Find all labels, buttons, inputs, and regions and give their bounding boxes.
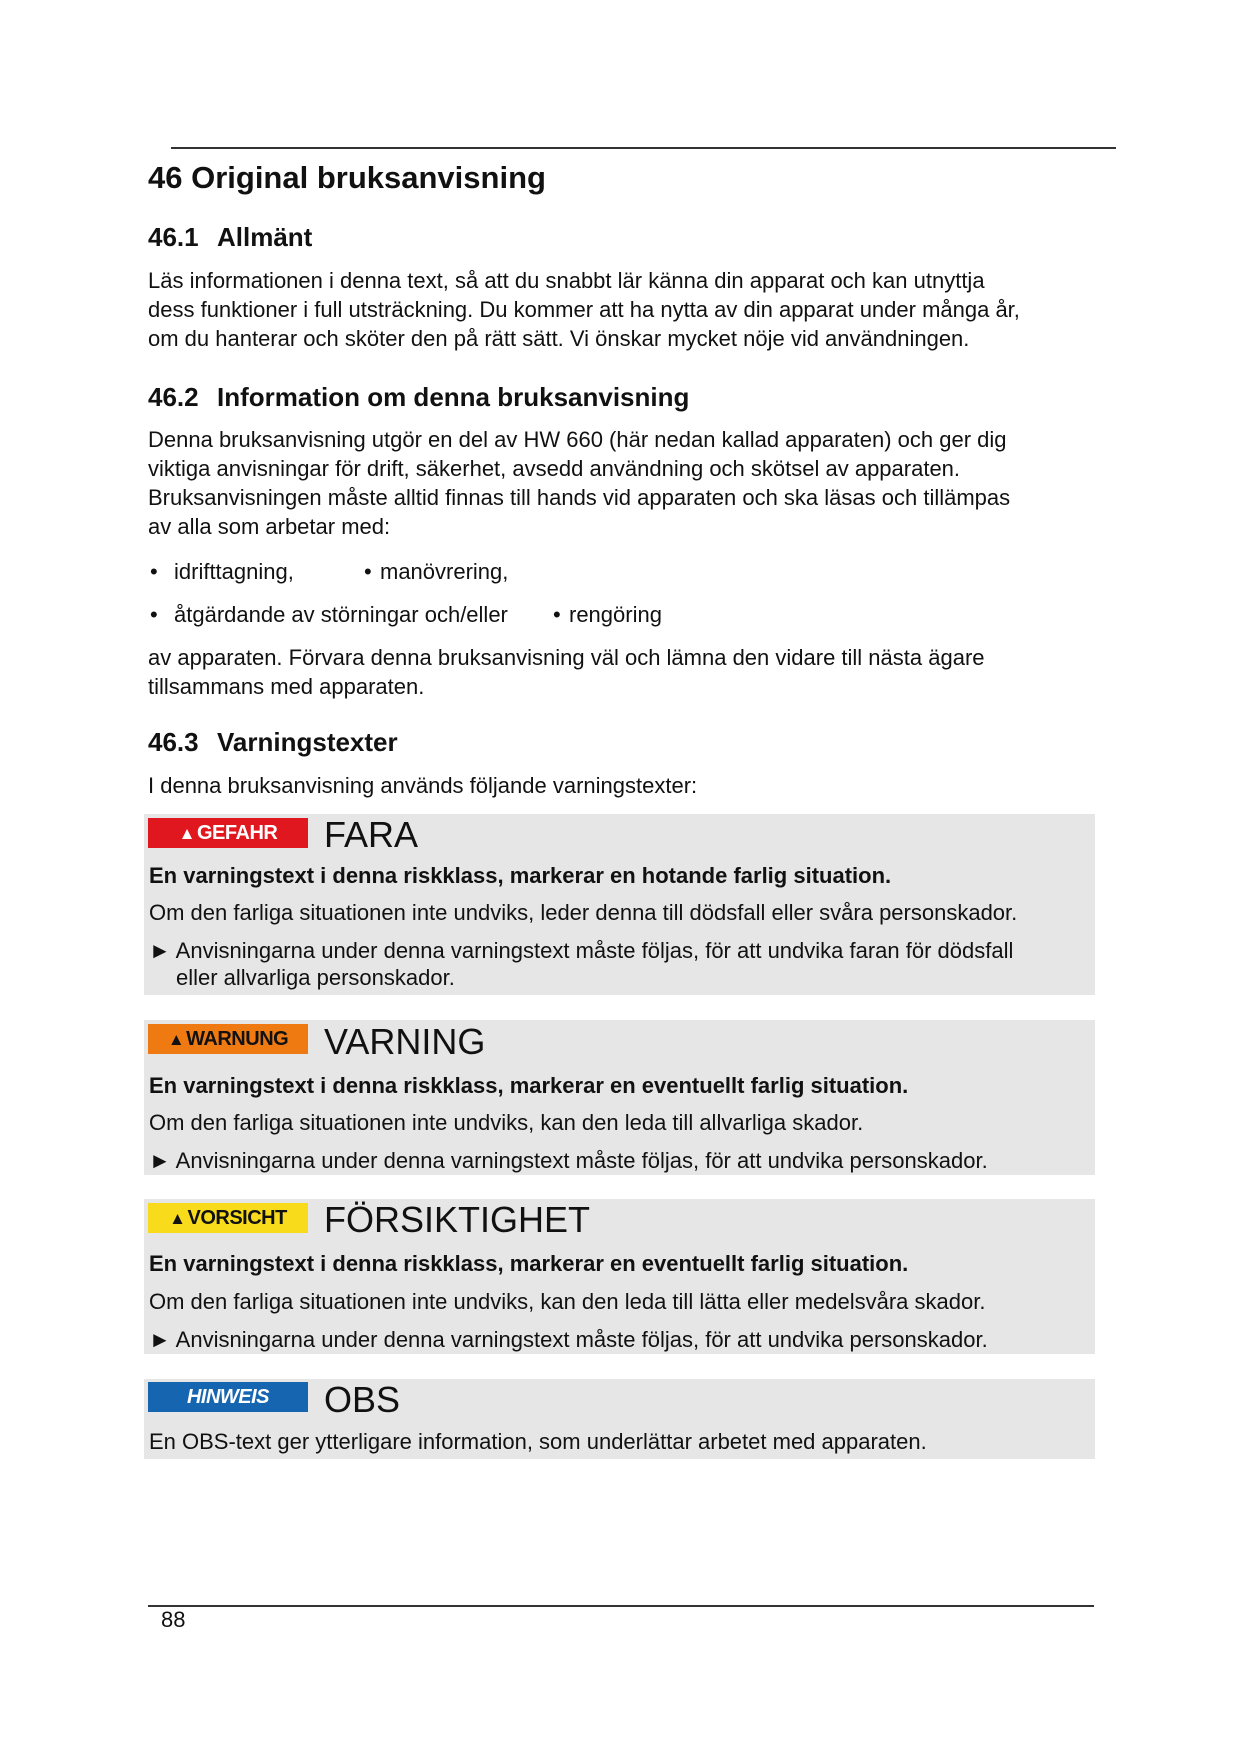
badge-label: GEFAHR (196, 822, 278, 844)
badge-hinweis: HINWEIS (148, 1382, 308, 1412)
text-line: dess funktioner i full utsträckning. Du kommer att ha nytta av din apparat under många år, (148, 297, 1020, 322)
list-item (553, 600, 662, 629)
paragraph-general (148, 266, 1108, 353)
list-item-text: åtgärdande av störningar och/eller (174, 602, 508, 627)
section-heading-allmant (148, 222, 312, 253)
warning-box-caution (144, 1199, 1095, 1354)
text-line: av apparaten. Förvara denna bruksanvisning väl och lämna den vidare till nästa ägare (148, 645, 985, 670)
footer-rule (148, 1605, 1094, 1607)
list-item (150, 600, 508, 629)
section-title: Allmänt (217, 222, 313, 252)
warning-text: Om den farliga situationen inte undviks, leder denna till dödsfall eller svåra personskador. (149, 900, 1018, 925)
note-title: OBS (324, 1379, 401, 1420)
warning-instruction: ► Anvisningarna under denna varningstext måste följas, för att undvika personskador. (149, 1327, 988, 1352)
warning-triangle-icon: ▲ (178, 824, 195, 843)
bullet-glyph: • (553, 602, 561, 627)
badge-label: WARNUNG (186, 1028, 289, 1050)
warning-title: FÖRSIKTIGHET (324, 1199, 591, 1240)
page-number: 88 (161, 1607, 186, 1632)
section-number: 46.2 (148, 382, 199, 412)
warning-text: Om den farliga situationen inte undviks, kan den leda till lätta eller medelsvåra skador. (149, 1289, 986, 1314)
chapter-title: 46 Original bruksanvisning (148, 160, 546, 195)
warning-box-warning (144, 1020, 1095, 1175)
section-title: Information om denna bruksanvisning (217, 382, 690, 412)
text-line: om du hanterar och sköter den på rätt sätt. Vi önskar mycket nöje vid användningen. (148, 326, 970, 351)
warning-instruction (149, 937, 1079, 991)
list-item (150, 557, 294, 586)
warning-text: Om den farliga situationen inte undviks, kan den leda till allvarliga skador. (149, 1110, 864, 1135)
paragraph-information (148, 425, 1108, 541)
list-item (364, 557, 508, 586)
instruction-line: ► Anvisningarna under denna varningstext måste följas, för att undvika faran för dödsfall (149, 938, 1014, 963)
section-number: 46.3 (148, 727, 199, 757)
text-line: av alla som arbetar med: (148, 514, 391, 539)
badge-vorsicht (148, 1203, 308, 1233)
warning-title: VARNING (324, 1021, 486, 1062)
warnings-intro: I denna bruksanvisning används följande varningstexter: (148, 773, 698, 798)
note-text: En OBS-text ger ytterligare information, som underlättar arbetet med apparaten. (149, 1429, 927, 1454)
badge-gefahr (148, 818, 308, 848)
warning-box-danger (144, 814, 1095, 995)
header-rule (171, 147, 1116, 149)
section-number: 46.1 (148, 222, 199, 252)
section-heading-information (148, 382, 689, 413)
text-line: Bruksanvisningen måste alltid finnas till hands vid apparaten och ska läsas och tillämpas (148, 485, 1011, 510)
text-line: tillsammans med apparaten. (148, 674, 425, 699)
instruction-line: eller allvarliga personskador. (176, 965, 455, 990)
warning-title: FARA (324, 814, 419, 855)
bullet-glyph: • (364, 559, 372, 584)
badge-label: VORSICHT (187, 1207, 287, 1229)
paragraph-closing (148, 643, 1108, 701)
bullet-glyph: • (150, 559, 158, 584)
warning-bold-text: En varningstext i denna riskklass, markerar en eventuellt farlig situation. (149, 1073, 909, 1098)
text-line: Läs informationen i denna text, så att du snabbt lär känna din apparat och kan utnyttja (148, 268, 985, 293)
bullet-glyph: • (150, 602, 158, 627)
list-item-text: idrifttagning, (174, 559, 294, 584)
badge-warnung (148, 1024, 308, 1054)
warning-bold-text: En varningstext i denna riskklass, markerar en hotande farlig situation. (149, 863, 892, 888)
section-heading-varningstexter (148, 727, 398, 758)
list-item-text: manövrering, (380, 559, 509, 584)
warning-triangle-icon: ▲ (167, 1030, 185, 1049)
text-line: viktiga anvisningar för drift, säkerhet, avsedd användning och skötsel av apparaten. (148, 456, 961, 481)
note-box (144, 1379, 1095, 1459)
warning-instruction: ► Anvisningarna under denna varningstext måste följas, för att undvika personskador. (149, 1148, 988, 1173)
list-item-text: rengöring (569, 602, 662, 627)
warning-bold-text: En varningstext i denna riskklass, markerar en eventuellt farlig situation. (149, 1251, 909, 1276)
text-line: Denna bruksanvisning utgör en del av HW 660 (här nedan kallad apparaten) och ger dig (148, 427, 1007, 452)
warning-triangle-icon: ▲ (169, 1209, 186, 1228)
section-title: Varningstexter (217, 727, 398, 757)
